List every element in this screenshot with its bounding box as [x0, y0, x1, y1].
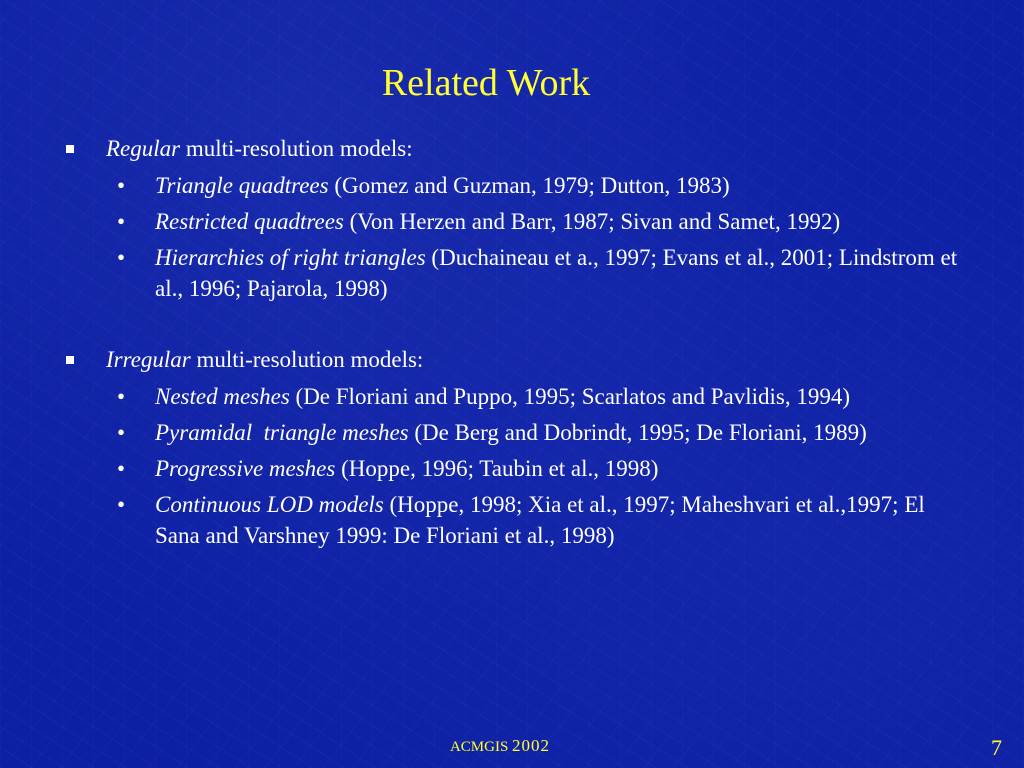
footer-conference: [0, 736, 1024, 757]
section-lead-text: multi-resolution models:: [190, 347, 424, 372]
model-name: Continuous LOD models: [155, 492, 384, 517]
model-refs: (Von Herzen and Barr, 1987; Sivan and Samet, 1992): [343, 209, 841, 234]
section-irregular: [0, 344, 1024, 376]
bullet-icon: •: [117, 384, 126, 409]
model-name: Progressive meshes: [155, 456, 336, 481]
slide-content: [0, 130, 1024, 551]
regular-models-list: [0, 170, 1024, 304]
list-item: [0, 206, 1024, 237]
bullet-icon: •: [117, 173, 126, 198]
square-bullet-icon: [66, 356, 74, 364]
model-refs: (Hoppe, 1998; Xia et al., 1997; Maheshvari et al.,1997; El Sana and Varshney 1999: De Floriani et al., 1998): [155, 492, 925, 548]
list-item: [0, 242, 1024, 304]
list-item: [0, 417, 1024, 448]
list-item: [0, 170, 1024, 201]
bullet-icon: •: [117, 245, 126, 270]
list-item: [0, 453, 1024, 484]
model-refs: (Gomez and Guzman, 1979; Dutton, 1983): [328, 173, 730, 198]
model-refs: (De Berg and Dobrindt, 1995; De Floriani, 1989): [408, 420, 867, 445]
section-lead-text: multi-resolution models:: [180, 136, 413, 161]
model-name: Nested meshes: [155, 384, 290, 409]
list-item: [0, 381, 1024, 412]
section-regular: [0, 133, 1024, 165]
footer-conference-name: ACMGIS: [449, 739, 509, 755]
model-refs: (Hoppe, 1996; Taubin et al., 1998): [335, 456, 659, 481]
model-name: Triangle quadtrees: [155, 173, 329, 198]
bullet-icon: •: [117, 420, 126, 445]
model-name: Hierarchies of right triangles: [155, 245, 426, 270]
footer-year: 2002: [512, 736, 551, 755]
slide-title: Related Work: [381, 62, 591, 104]
bullet-icon: •: [117, 456, 126, 481]
model-refs: (Duchaineau et a., 1997; Evans et al., 2001; Lindstrom et al., 1996; Pajarola, 1998): [155, 245, 958, 301]
bullet-icon: •: [117, 209, 126, 234]
square-bullet-icon: [66, 145, 74, 153]
irregular-models-list: [0, 381, 1024, 551]
model-name: Pyramidal triangle meshes: [155, 420, 409, 445]
page-number: 7: [991, 735, 1002, 760]
bullet-icon: •: [117, 492, 126, 517]
section-lead-italic: Irregular: [106, 347, 191, 372]
list-item: [0, 489, 1024, 551]
section-lead-italic: Regular: [106, 136, 181, 161]
model-refs: (De Floriani and Puppo, 1995; Scarlatos and Pavlidis, 1994): [289, 384, 851, 409]
model-name: Restricted quadtrees: [155, 209, 344, 234]
